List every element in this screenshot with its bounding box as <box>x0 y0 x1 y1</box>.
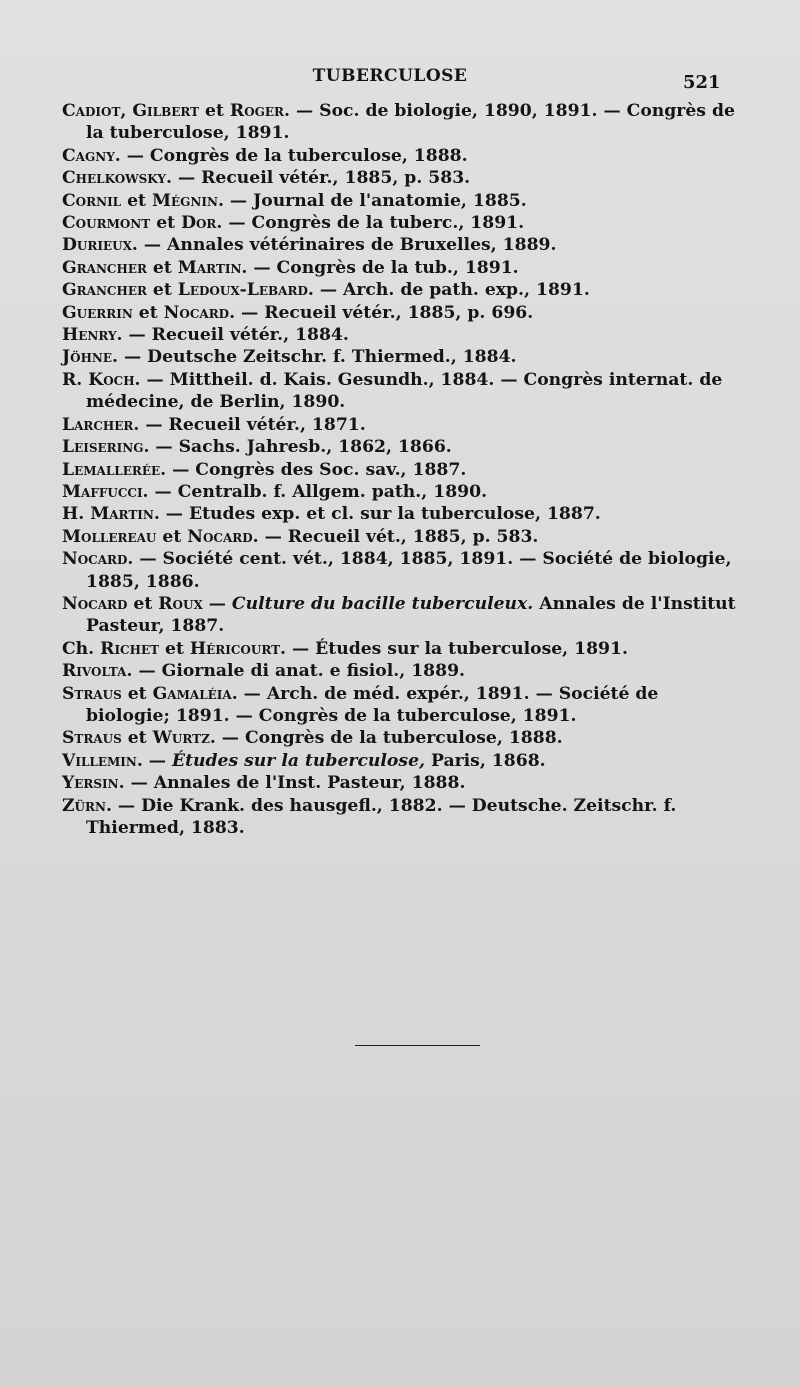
bibliography-entry <box>62 212 742 234</box>
entry-authors: Jöhne. <box>62 347 119 368</box>
entry-authors: Leisering. <box>62 437 150 458</box>
bibliography-entry <box>62 257 742 279</box>
entry-authors-second: Roger. <box>229 101 291 121</box>
entry-conjunction: et <box>132 302 164 323</box>
bibliography-entry <box>62 503 742 525</box>
entry-reference: — Annales de l'Inst. Pasteur, 1888. <box>124 773 466 794</box>
bibliography-entry <box>62 548 742 593</box>
entry-reference: — <box>142 750 172 771</box>
entry-authors: Henry. <box>62 325 123 346</box>
entry-authors: Maffucci. <box>62 481 149 502</box>
entry-reference: — Recueil vétér., 1885, p. 583. <box>171 168 471 189</box>
bibliography-entry <box>62 683 742 728</box>
entry-authors: Courmont <box>62 213 151 234</box>
entry-authors: Zürn. <box>62 795 112 816</box>
entry-authors: Cadiot, Gilbert <box>62 101 200 121</box>
bibliography-entry <box>62 727 742 749</box>
bibliography-entry <box>62 526 742 548</box>
bibliography-entry <box>62 593 742 638</box>
entry-reference: — Recueil vét., 1885, p. 583. <box>258 526 539 547</box>
bibliography-entry <box>62 346 742 368</box>
entry-initial: R. <box>62 369 89 390</box>
entry-authors-second: Nocard. <box>163 302 236 323</box>
entry-authors-second: Mégnin. <box>151 190 224 211</box>
entry-reference: — Congrès des Soc. sav., 1887. <box>166 459 467 480</box>
entry-conjunction: et <box>121 683 153 704</box>
entry-authors-second: Wurtz. <box>152 728 216 749</box>
bibliography-entry <box>62 190 742 212</box>
entry-reference: — Journal de l'anatomie, 1885. <box>223 190 527 211</box>
entry-authors: Larcher. <box>62 414 140 435</box>
entry-authors-second: Dor. <box>181 213 223 234</box>
entry-authors: Villemin. <box>62 750 143 771</box>
bibliography-entry <box>62 302 742 324</box>
entry-conjunction: et <box>121 190 152 211</box>
entry-reference: — Arch. de méd. expér., 1891. — Société de biologie; 1891. — Congrès de la tuberculose, 1891. <box>86 683 659 726</box>
entry-authors: Cornil <box>62 190 122 211</box>
entry-conjunction: et <box>199 101 230 121</box>
entry-authors: Grancher <box>62 280 147 301</box>
entry-reference: — Recueil vétér., 1884. <box>122 325 349 346</box>
entry-reference: — Sachs. Jahresb., 1862, 1866. <box>149 437 452 458</box>
entry-reference: — Recueil vétér., 1871. <box>139 414 366 435</box>
entry-authors: Durieux. <box>62 235 138 256</box>
bibliography-entry <box>62 638 742 660</box>
entry-authors: Straus <box>62 683 122 704</box>
entry-authors: Koch. <box>88 369 141 390</box>
bibliography-list <box>62 100 742 839</box>
bibliography-entry <box>62 414 742 436</box>
entry-conjunction: et <box>121 728 153 749</box>
entry-reference: — Mittheil. d. Kais. Gesundh., 1884. — Congrès internat. de médecine, de Berlin, 1890. <box>86 369 723 413</box>
entry-authors: Lemallerée. <box>62 459 167 480</box>
bibliography-entry <box>62 459 742 481</box>
bibliography-entry <box>62 795 742 840</box>
bibliography-entry <box>62 145 742 167</box>
entry-authors: Yersin. <box>62 773 125 794</box>
entry-authors-second: Martin. <box>177 257 248 278</box>
entry-authors: Straus <box>62 728 122 749</box>
entry-authors-second: Ledoux-Lebard. <box>177 280 314 301</box>
entry-conjunction: et <box>150 213 182 234</box>
entry-reference: — Société cent. vét., 1884, 1885, 1891. — Société de biologie, 1885, 1886. <box>86 549 732 592</box>
bibliography-entry <box>62 167 742 189</box>
entry-conjunction: et <box>146 257 178 278</box>
entry-conjunction: et <box>159 638 190 659</box>
entry-authors-second: Nocard. <box>187 526 259 547</box>
entry-authors: Rivolta. <box>62 661 133 682</box>
bibliography-entry <box>62 369 742 414</box>
entry-authors: Chelkowsky. <box>62 168 172 189</box>
entry-reference: — Congrès de la tub., 1891. <box>247 257 519 278</box>
entry-reference: — Etudes exp. et cl. sur la tuberculose, 1887. <box>159 504 601 525</box>
entry-conjunction: et <box>156 526 188 547</box>
entry-authors: Cagny. <box>62 145 121 166</box>
entry-reference: — Deutsche Zeitschr. f. Thiermed., 1884. <box>118 347 517 368</box>
entry-reference: — Centralb. f. Allgem. path., 1890. <box>148 481 488 502</box>
entry-reference-cont: Annales de l'Institut Pasteur, 1887. <box>86 593 736 637</box>
entry-reference: — Soc. de biologie, 1890, 1891. — Congrès de la tuberculose, 1891. <box>86 101 735 144</box>
entry-authors: Mollereau <box>62 526 157 547</box>
entry-conjunction: et <box>146 280 178 301</box>
entry-reference: — Congrès de la tuberculose, 1888. <box>215 728 563 749</box>
entry-authors: Richet <box>100 638 160 659</box>
bibliography-entry <box>62 772 742 794</box>
bibliography-entry <box>62 279 742 301</box>
entry-authors: Grancher <box>62 257 147 278</box>
entry-reference: — Annales vétérinaires de Bruxelles, 1889. <box>137 235 557 256</box>
entry-authors-second: Roux <box>158 593 203 614</box>
entry-title: Études sur la tuberculose, <box>171 750 425 771</box>
entry-initial: Ch. <box>62 638 101 659</box>
end-rule-divider <box>355 1045 480 1046</box>
entry-authors: Guerrin <box>62 302 133 323</box>
entry-reference: — <box>202 593 232 614</box>
bibliography-entry <box>62 100 742 145</box>
entry-reference-cont: Paris, 1868. <box>425 750 546 771</box>
entry-authors-second: Gamaléia. <box>152 683 238 704</box>
entry-reference: — Études sur la tuberculose, 1891. <box>286 638 628 659</box>
bibliography-entry <box>62 481 742 503</box>
entry-reference: — Congrès de la tuberc., 1891. <box>222 213 525 234</box>
entry-authors-second: Héricourt. <box>189 638 286 659</box>
entry-authors: Martin. <box>90 504 160 525</box>
entry-reference: — Congrès de la tuberculose, 1888. <box>120 145 468 166</box>
entry-authors: Nocard <box>62 593 128 614</box>
bibliography-entry <box>62 436 742 458</box>
entry-title: Culture du bacille tuberculeux. <box>231 593 534 614</box>
entry-reference: — Die Krank. des hausgefl., 1882. — Deutsche. Zeitschr. f. Thiermed, 1883. <box>86 795 677 838</box>
running-title: TUBERCULOSE <box>312 66 468 86</box>
page-number: 521 <box>683 72 721 93</box>
bibliography-entry <box>62 660 742 682</box>
bibliography-entry <box>62 234 742 256</box>
bibliography-entry <box>62 324 742 346</box>
bibliography-entry <box>62 750 742 772</box>
entry-authors: Nocard. <box>62 549 134 570</box>
entry-reference: — Arch. de path. exp., 1891. <box>313 280 590 301</box>
entry-conjunction: et <box>127 593 159 614</box>
entry-reference: — Giornale di anat. e fisiol., 1889. <box>132 661 466 682</box>
entry-reference: — Recueil vétér., 1885, p. 696. <box>235 302 534 323</box>
entry-initial: H. <box>62 504 91 525</box>
